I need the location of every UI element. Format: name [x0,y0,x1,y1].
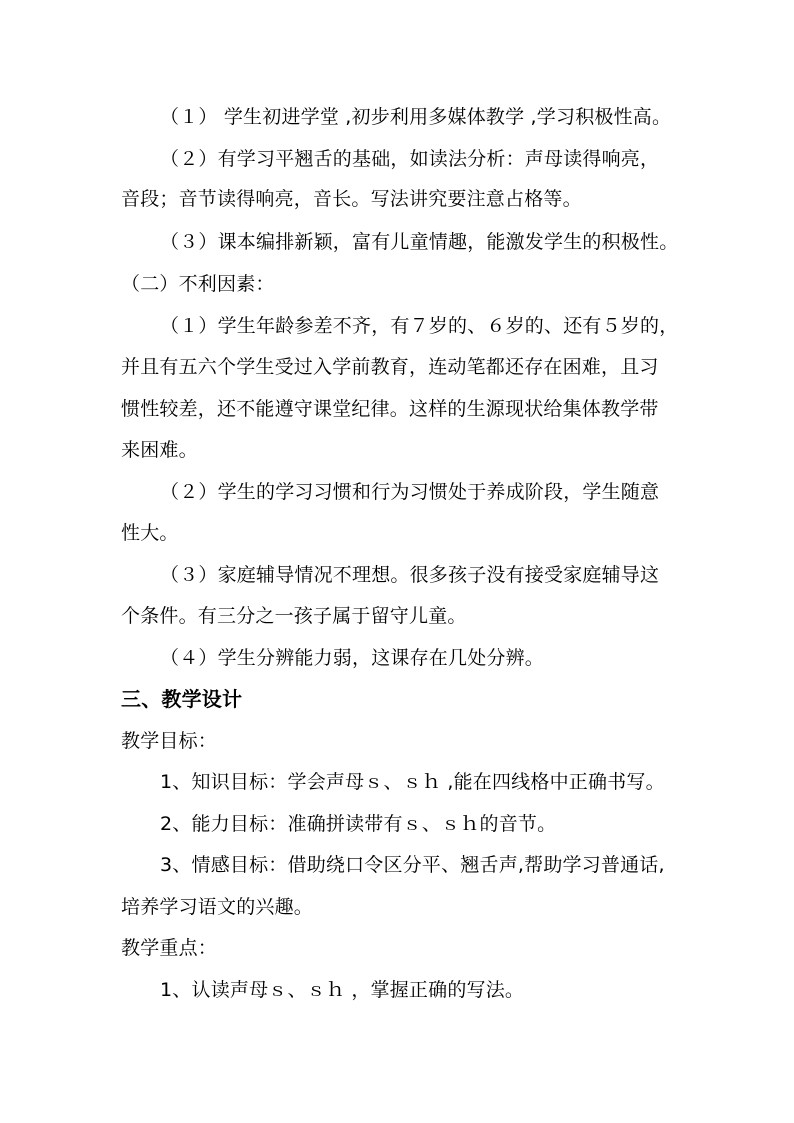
label-teaching-goals: 教学目标： [121,730,218,752]
goal-emotion-line-1: 3、情感目标：借助绕口令区分平、翘舌声,帮助学习普通话, [160,854,665,876]
paragraph-disadvantage-2-line-2: 性大。 [121,522,179,544]
paragraph-disadvantage-3-line-2: 个条件。有三分之一孩子属于留守儿童。 [121,605,467,627]
paragraph-advantage-3: （３）课本编排新颖，富有儿童情趣，能激发学生的积极性。 [160,231,679,253]
paragraph-disadvantage-3-line-1: （３）家庭辅导情况不理想。很多孩子没有接受家庭辅导这 [160,564,660,586]
paragraph-disadvantage-1-line-2: 并且有五六个学生受过入学前教育，连动笔都还存在困难，且习 [121,356,659,378]
paragraph-advantage-2-line-1: （２）有学习平翘舌的基础，如读法分析：声母读得响亮， [160,148,660,170]
paragraph-advantage-1: （１） 学生初进学堂 ,初步利用多媒体教学 ,学习积极性高。 [160,106,672,128]
paragraph-disadvantage-1-line-1: （１）学生年龄参差不齐，有７岁的、６岁的、还有５岁的， [160,315,679,337]
goal-knowledge: 1、知识目标：学会声母ｓ、ｓｈ ,能在四线格中正确书写。 [160,771,665,793]
section-heading-teaching-design: 三、教学设计 [121,687,243,711]
paragraph-advantage-2-line-2: 音段；音节读得响亮，音长。写法讲究要注意占格等。 [121,188,582,210]
section-subheading-disadvantages: （二）不利因素： [121,273,275,295]
paragraph-disadvantage-1-line-3: 惯性较差，还不能遵守课堂纪律。这样的生源现状给集体教学带 [121,398,659,420]
focus-item-1: 1、认读声母ｓ、ｓｈ ，掌握正确的写法。 [160,979,525,1001]
paragraph-disadvantage-2-line-1: （２）学生的学习习惯和行为习惯处于养成阶段，学生随意 [160,481,660,503]
goal-emotion-line-2: 培养学习语文的兴趣。 [121,896,314,918]
paragraph-disadvantage-4: （４）学生分辨能力弱，这课存在几处分辨。 [160,647,545,669]
paragraph-disadvantage-1-line-4: 来困难。 [121,439,198,461]
label-teaching-focus: 教学重点： [121,937,218,959]
goal-ability: 2、能力目标：准确拼读带有ｓ、ｓｈ的音节。 [160,813,557,835]
